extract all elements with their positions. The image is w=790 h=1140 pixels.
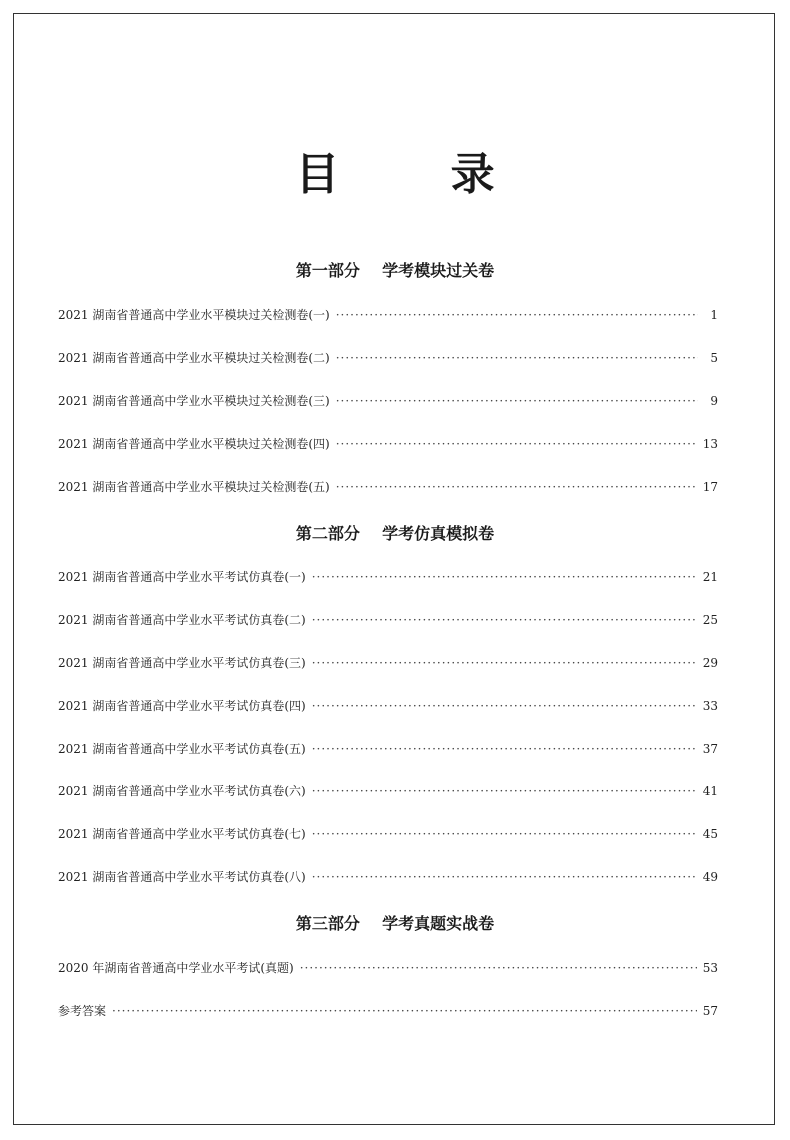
toc-entry-label: 2021 湖南省普通高中学业水平考试仿真卷(一) [58, 570, 306, 584]
toc-entry-page: 53 [702, 961, 718, 975]
toc-entry[interactable] [58, 959, 718, 976]
toc-entry-label: 2020 年湖南省普通高中学业水平考试(真题) [58, 961, 294, 975]
toc-entry-page: 13 [702, 437, 718, 451]
toc-entry[interactable] [58, 868, 718, 885]
dot-leader [312, 827, 697, 841]
toc-entry-page: 57 [702, 1004, 718, 1018]
toc-entry-page: 21 [702, 570, 718, 584]
toc-entry-label: 2021 湖南省普通高中学业水平模块过关检测卷(四) [58, 437, 330, 451]
toc-entry[interactable] [58, 782, 718, 799]
dot-leader [312, 742, 697, 756]
dot-leader [312, 570, 697, 584]
dot-leader [336, 394, 698, 408]
toc-entry-page: 29 [702, 656, 718, 670]
toc-entry[interactable] [58, 435, 718, 452]
toc-entry-label: 2021 湖南省普通高中学业水平考试仿真卷(二) [58, 613, 306, 627]
dot-leader [312, 699, 697, 713]
dot-leader [300, 961, 697, 975]
dot-leader [112, 1004, 697, 1018]
toc-entry-label: 2021 湖南省普通高中学业水平考试仿真卷(六) [58, 784, 306, 798]
toc-entry-page: 41 [702, 784, 718, 798]
dot-leader [312, 656, 697, 670]
toc-entry[interactable] [58, 611, 718, 628]
toc-entry-page: 5 [710, 351, 718, 365]
toc-entry-page: 45 [702, 827, 718, 841]
dot-leader [312, 784, 697, 798]
toc-entry-page: 17 [702, 480, 718, 494]
toc-entry-label: 2021 湖南省普通高中学业水平模块过关检测卷(二) [58, 351, 330, 365]
toc-entry-label: 2021 湖南省普通高中学业水平模块过关检测卷(一) [58, 308, 330, 322]
toc-entry-page: 9 [710, 394, 718, 408]
toc-entry[interactable] [58, 568, 718, 585]
toc-entry-page: 1 [710, 308, 718, 322]
toc-entry[interactable] [58, 349, 718, 366]
toc-entry-label: 2021 湖南省普通高中学业水平模块过关检测卷(五) [58, 480, 330, 494]
toc-entry[interactable] [58, 392, 718, 409]
toc-entry[interactable] [58, 740, 718, 757]
toc-entry-label: 2021 湖南省普通高中学业水平考试仿真卷(三) [58, 656, 306, 670]
part-heading-2: 第二部分 学考仿真模拟卷 [295, 524, 495, 543]
toc-entry-label: 参考答案 [58, 1004, 107, 1018]
part-heading-1: 第一部分 学考模块过关卷 [295, 261, 495, 280]
toc-entry-page: 25 [702, 613, 718, 627]
toc-entry[interactable] [58, 1002, 718, 1019]
toc-entry[interactable] [58, 825, 718, 842]
dot-leader [336, 480, 697, 494]
page-title: 目 录 [295, 149, 543, 200]
part-heading-3: 第三部分 学考真题实战卷 [295, 914, 495, 933]
dot-leader [336, 437, 697, 451]
toc-entry[interactable] [58, 478, 718, 495]
dot-leader [336, 308, 698, 322]
dot-leader [336, 351, 698, 365]
toc-entry-page: 37 [702, 742, 718, 756]
toc-entry[interactable] [58, 306, 718, 323]
toc-entry-label: 2021 湖南省普通高中学业水平模块过关检测卷(三) [58, 394, 330, 408]
dot-leader [312, 870, 697, 884]
toc-entry[interactable] [58, 697, 718, 714]
toc-entry-page: 49 [702, 870, 718, 884]
toc-entry-page: 33 [702, 699, 718, 713]
toc-entry-label: 2021 湖南省普通高中学业水平考试仿真卷(七) [58, 827, 306, 841]
toc-entry-label: 2021 湖南省普通高中学业水平考试仿真卷(五) [58, 742, 306, 756]
toc-entry[interactable] [58, 654, 718, 671]
dot-leader [312, 613, 697, 627]
toc-entry-label: 2021 湖南省普通高中学业水平考试仿真卷(八) [58, 870, 306, 884]
toc-entry-label: 2021 湖南省普通高中学业水平考试仿真卷(四) [58, 699, 306, 713]
